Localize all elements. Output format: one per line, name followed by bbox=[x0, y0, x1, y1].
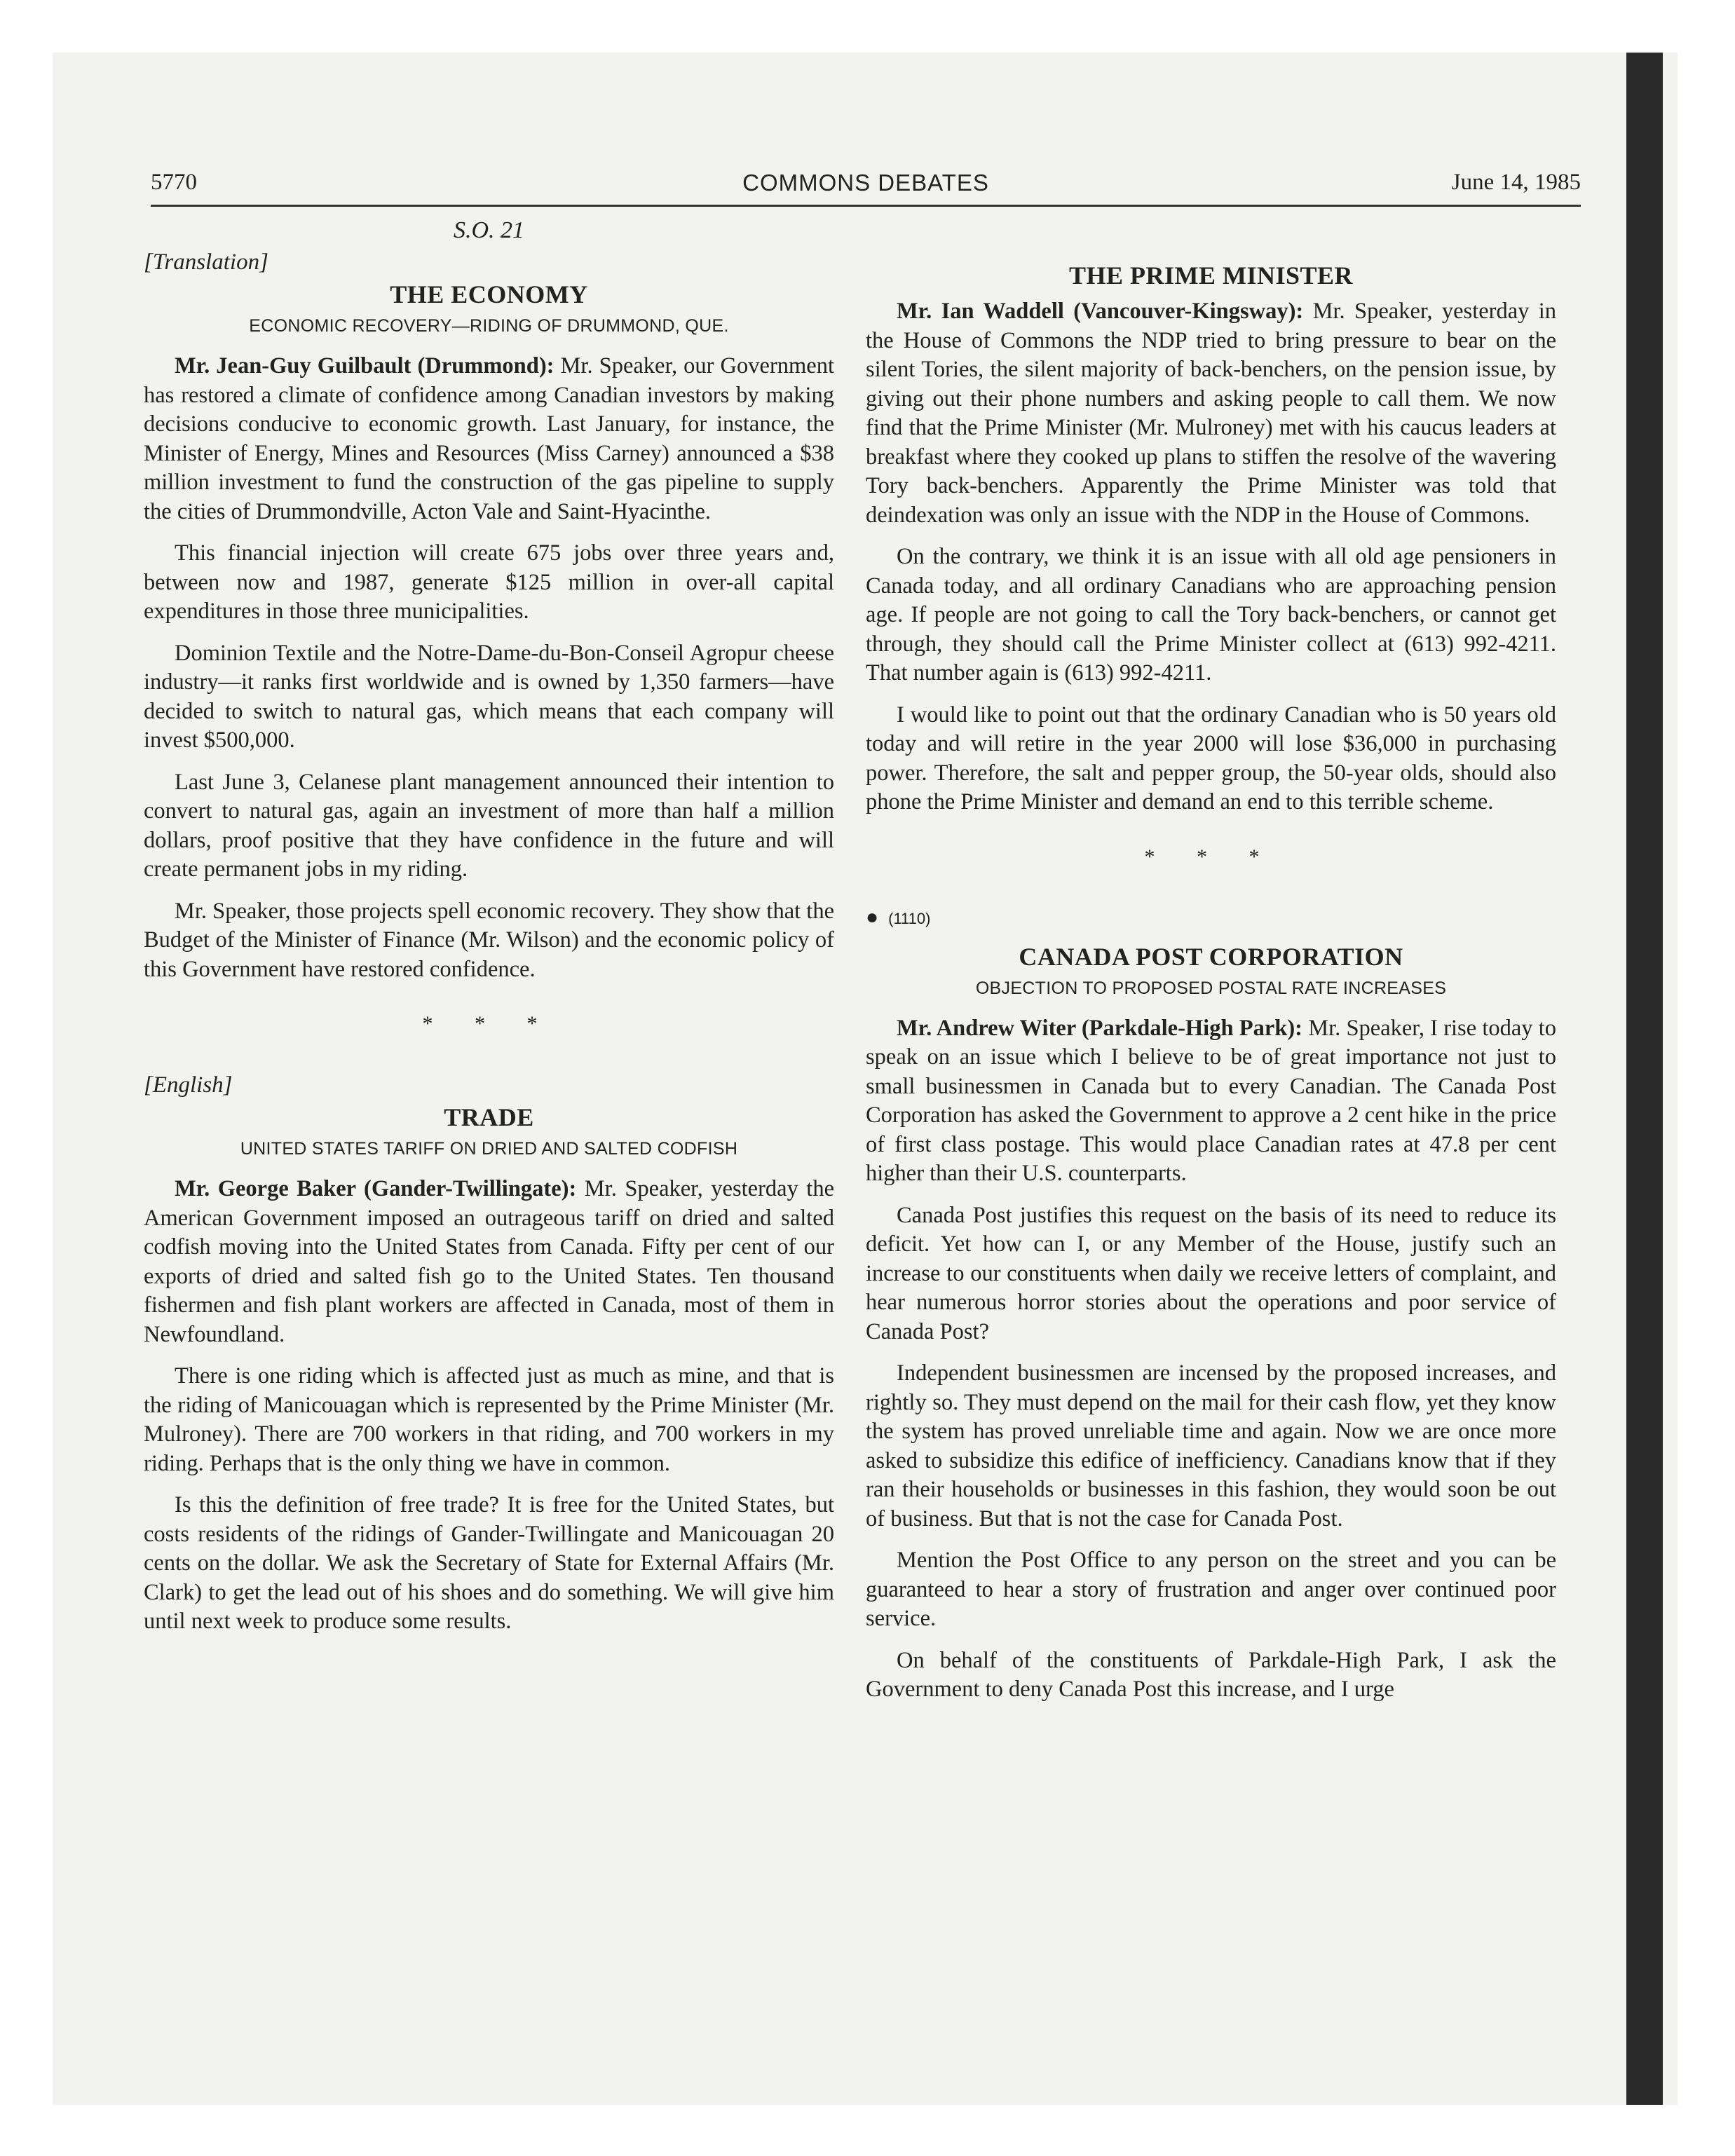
paragraph: On behalf of the constituents of Parkdale-High Park, I ask the Government to deny Canada Post this increase, and I urge bbox=[866, 1647, 1556, 1702]
paragraph: Last June 3, Celanese plant management announced their intention to convert to natural gas, again an investment of more than half a million dollars, proof positive that they have confidence in the future and will create permanent jobs in my riding. bbox=[144, 769, 834, 882]
scan-edge-bar bbox=[1626, 53, 1663, 2105]
right-column bbox=[866, 217, 1556, 1717]
bullet-icon: ● bbox=[866, 905, 879, 929]
paragraph: There is one riding which is affected just as much as mine, and that is the riding of Manicouagan which is represented by the Prime Minister (Mr. Mulroney). There are 700 workers in that riding, and 700 workers in my riding. Perhaps that is the only thing we have in common. bbox=[144, 1363, 834, 1476]
speaker-name: Mr. George Baker (Gander-Twillingate): bbox=[175, 1176, 577, 1201]
paragraph: I would like to point out that the ordinary Canadian who is 50 years old today and will retire in the year 2000 will lose $36,000 in purchasing power. Therefore, the salt and pepper group, the 50-year olds, should also phone the Prime Minister and demand an end to this terrible scheme. bbox=[866, 702, 1556, 814]
paragraph: Mr. Jean-Guy Guilbault (Drummond): Mr. Speaker, our Government has restored a climate of confidence among Canadian investors by making decisions conducive to economic growth. Last January, for instance, the Minister of Energy, Mines and Resources (Miss Carney) announced a $38 million investment to fund the construction of the gas pipeline to supply the cities of Drummondville, Acton Vale and Saint-Hyacinthe. bbox=[144, 353, 835, 524]
left-column bbox=[144, 217, 834, 1649]
subheading-codfish-tariff: UNITED STATES TARIFF ON DRIED AND SALTED CODFISH bbox=[240, 1139, 738, 1159]
section-separator: * * * bbox=[422, 1012, 556, 1035]
speaker-name: Mr. Andrew Witer (Parkdale-High Park): bbox=[897, 1015, 1302, 1041]
paragraph: Is this the definition of free trade? It is free for the United States, but costs residents of the ridings of Gander-Twillingate and Manicouagan 20 cents on the dollar. We ask the Secretary of State for External Affairs (Mr. Clark) to get the lead out of his shoes and do something. We will give him until next week to produce some results. bbox=[144, 1492, 834, 1634]
english-note: [English] bbox=[144, 1072, 233, 1098]
page-date: June 14, 1985 bbox=[1451, 170, 1581, 195]
section-heading-canada-post: CANADA POST CORPORATION bbox=[1019, 942, 1403, 971]
standing-order-label: S.O. 21 bbox=[453, 217, 525, 243]
section-heading-economy: THE ECONOMY bbox=[390, 280, 588, 308]
translation-note: [Translation] bbox=[144, 250, 268, 275]
page-header bbox=[151, 170, 1581, 207]
subheading-postal-rates: OBJECTION TO PROPOSED POSTAL RATE INCREASES bbox=[975, 978, 1447, 998]
subheading-economic-recovery: ECONOMIC RECOVERY—RIDING OF DRUMMOND, QUE. bbox=[249, 316, 729, 336]
page-number: 5770 bbox=[151, 170, 197, 195]
paragraph: Mention the Post Office to any person on the street and you can be guaranteed to hear a story of frustration and anger over continued poor service. bbox=[866, 1548, 1556, 1631]
time-marker bbox=[866, 906, 1556, 929]
section-heading-prime-minister: THE PRIME MINISTER bbox=[1068, 261, 1354, 289]
paragraph: Independent businessmen are incensed by the proposed increases, and rightly so. They must depend on the mail for their cash flow, yet they know the system has proved unreliable time and again. Now we are once more asked to subsidize this edifice of inefficiency. Canadians know that if they ran their households or businesses in this fashion, they would soon be out of business. But that is not the case for Canada Post. bbox=[866, 1360, 1556, 1531]
section-separator: * * * bbox=[1144, 845, 1278, 868]
paragraph: Dominion Textile and the Notre-Dame-du-Bon-Conseil Agropur cheese industry—it ranks first worldwide and is owned by 1,350 farmers—have decided to switch to natural gas, which means that each company will invest $500,000. bbox=[144, 640, 834, 753]
paragraph: This financial injection will create 675 jobs over three years and, between now and 1987, generate $125 million in over-all capital expenditures in those three municipalities. bbox=[144, 540, 834, 624]
speaker-name: Mr. Ian Waddell (Vancouver-Kingsway): bbox=[897, 299, 1304, 324]
publication-title: COMMONS DEBATES bbox=[742, 170, 989, 196]
paragraph: Mr. Andrew Witer (Parkdale-High Park): Mr. Speaker, I rise today to speak on an issue which I believe to be of great importance not just to small businessmen in Canada but to every Canadian. The Canada Post Corporation has asked the Government to approve a 2 cent hike in the price of first class postage. This would place Canadian rates at 47.8 per cent higher than their U.S. counterparts. bbox=[866, 1015, 1557, 1186]
paragraph: Canada Post justifies this request on the basis of its need to reduce its deficit. Yet how can I, or any Member of the House, justify such an increase to our constituents when daily we receive letters of complaint, and hear numerous horror stories about the operations and poor service of Canada Post? bbox=[866, 1202, 1556, 1344]
paragraph: Mr. Ian Waddell (Vancouver-Kingsway): Mr. Speaker, yesterday in the House of Commons the NDP tried to bring pressure to bear on the silent Tories, the silent majority of back-benchers, on the pension issue, by giving out their phone numbers and asking people to call them. We now find that the Prime Minister (Mr. Mulroney) met with his caucus leaders at breakfast where they cooked up plans to stiffen the resolve of the wavering Tory back-benchers. Apparently the Prime Minister was told that deindexation was only an issue with the NDP in the House of Commons. bbox=[866, 299, 1557, 528]
paragraph: On the contrary, we think it is an issue with all old age pensioners in Canada today, and all ordinary Canadians who are approaching pension age. If people are not going to call the Tory back-benchers, or cannot get through, they should call the Prime Minister collect at (613) 992-4211. That number again is (613) 992-4211. bbox=[866, 544, 1556, 685]
paragraph: Mr. George Baker (Gander-Twillingate): Mr. Speaker, yesterday the American Government imposed an outrageous tariff on dried and salted codfish moving into the United States from Canada. Fifty per cent of our exports of dried and salted fish go to the United States. Ten thousand fishermen and fish plant workers are affected in Canada, most of them in Newfoundland. bbox=[144, 1176, 834, 1347]
speaker-name: Mr. Jean-Guy Guilbault (Drummond): bbox=[175, 353, 554, 378]
time-marker-label: (1110) bbox=[888, 909, 931, 927]
section-heading-trade: TRADE bbox=[444, 1103, 534, 1131]
paragraph: Mr. Speaker, those projects spell economic recovery. They show that the Budget of the Minister of Finance (Mr. Wilson) and the economic policy of this Government have restored confidence. bbox=[144, 898, 834, 982]
